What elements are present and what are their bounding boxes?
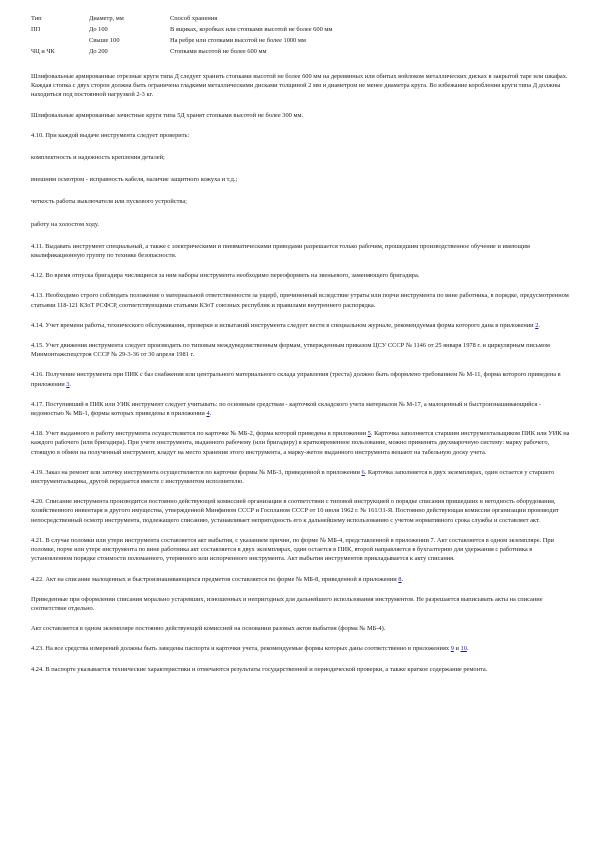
paragraph-text: 4.18. Учет выданного в работу инструмента осуществляется по карточке № МБ-2, форма которой приведена в приложении bbox=[31, 430, 368, 438]
paragraph-text: 4.19. Заказ на ремонт или заточку инструмента осуществляется по карточке формы № МБ-3, приведенной в приложении bbox=[31, 468, 362, 476]
table-cell: Стопками высотой не более 600 мм bbox=[170, 48, 267, 55]
paragraph: Акт составляется в одном экземпляре постоянно действующей комиссией на основании разовых актов выбытия (форма № МБ-4). bbox=[31, 625, 386, 633]
paragraph bbox=[31, 321, 570, 330]
appendix-link-9[interactable]: 9 bbox=[450, 645, 454, 653]
paragraph bbox=[31, 429, 570, 457]
paragraph-text: 4.16. Получение инструмента при ПИК с баз снабжения или центрального материального склада управления (треста) должно быть оформлено требованием № М-11, форма которого приведена в приложении bbox=[31, 371, 561, 388]
document-page bbox=[31, 14, 570, 685]
table-header-cell: Тип bbox=[31, 15, 42, 22]
paragraph: 4.10. При каждой выдаче инструмента следует проверить: bbox=[31, 131, 190, 139]
appendix-link-4[interactable]: 4 bbox=[206, 410, 210, 418]
paragraph-text: 4.17. Поступивший в ПИК или УИК инструмент следует учитывать: по основным средствам - карточкой складского учета материалов № М-17, а малоценный и быстроизнашивающийся - ведомостью № МБ-1, формы которых приведены в приложении bbox=[31, 400, 542, 418]
table-cell: ПП bbox=[31, 26, 41, 33]
table-header-cell: Способ хранения bbox=[170, 15, 218, 22]
paragraph bbox=[31, 644, 570, 653]
table-cell: На ребре или стопками высотой не более 1000 мм bbox=[170, 37, 306, 44]
paragraph: 4.21. В случае поломки или утери инструмента составляется акт выбытия, с указанием причин, по форме № МБ-4, представленной в приложении 7. Акт составляется в одном экземпляре. При поломке, порче или утере инструмента по вине работника акт составляется в двух экземплярах, один остается в ПИК, второй направляется в бухгалтерию для удержания с работника в установленном порядке стоимости поломанного, утерянного или испорченного инструмента. Акт выбытия инструментов прикладывается к акту списания. bbox=[31, 536, 554, 563]
paragraph bbox=[31, 468, 570, 486]
paragraph-text: . Карточка заполняется в двух экземплярах, один остается у старшего инструментальщика, другой передается вместе с инструментом исполнителю. bbox=[31, 468, 555, 486]
paragraph: четкость работы выключателя или пускового устройства; bbox=[31, 198, 187, 206]
paragraph-text: . bbox=[209, 410, 212, 418]
table-row bbox=[31, 25, 570, 36]
appendix-link-8[interactable]: 8 bbox=[398, 575, 402, 583]
table-cell: В ящиках, коробках или стопками высотой не более 600 мм bbox=[170, 26, 333, 33]
paragraph: комплектность и надежность крепления деталей; bbox=[31, 154, 165, 162]
paragraph-text: 4.14. Учет времени работы, технического обслуживания, проверки и испытаний инструмента следует вести в специальном журнале, рекомендуемая форма которого дана в приложении bbox=[31, 321, 536, 329]
paragraph-text: и bbox=[453, 645, 461, 653]
paragraph bbox=[31, 575, 570, 584]
paragraph: 4.11. Выдавать инструмент специальный, а также с электрическими и пневматическими приводами разрешается только рабочим, прошедшим производственное обучение и имеющим квалификационную группу по технике безопасности. bbox=[31, 242, 530, 260]
paragraph: внешним осмотром - исправность кабеля, наличие защитного кожуха и т.д.; bbox=[31, 176, 238, 184]
paragraph-text: 4.22. Акт на списание малоценных и быстроизнашивающихся предметов составляется по форме № МБ-8, приведенной в приложении bbox=[31, 575, 399, 583]
appendix-link-6[interactable]: 6 bbox=[361, 468, 365, 476]
paragraph-text: . bbox=[401, 575, 404, 583]
paragraph bbox=[31, 400, 570, 418]
paragraph: 4.13. Необходимо строго соблюдать положение о материальной ответственности за ущерб, причиненный вследствие утраты или порчи инструмента по вине работника, в порядке, предусмотренном статьями 118-121 КЗоТ РСФСР, соответствующими статьями КЗоТ союзных республик и правилами внутреннего распорядка. bbox=[31, 292, 569, 309]
paragraph: 4.15. Учет движения инструмента следует производить по типовым междуведомственным формам, утвержденным приказом ЦСУ СССР № 1146 от 25 января 1978 г. и циркулярным письмом Минмонтажспецстроя СССР № 29-3-36 от 30 апреля 1981 г. bbox=[31, 342, 550, 359]
paragraph-text: . Карточка заполняется старшим инструментальщиком ПИК или УИК на каждого рабочего (или бригадира). При учете инструмента, выданного рабочему (или бригадиру) в кратковременное пользование, можно применять двухмарочную систему: марку рабочего, стоящую в обмен на полученный инструмент, кладут на место хранения этого инструмента, а марку-жетон выданного инструмента вешают на табельную доску учета. bbox=[31, 430, 570, 456]
paragraph: 4.24. В паспорте указывается технические характеристики и отмечаются результаты государственной и периодической проверки, а также краткое содержание ремонта. bbox=[31, 665, 488, 673]
paragraph bbox=[31, 370, 570, 388]
table-row bbox=[31, 36, 570, 47]
table-cell: Свыше 100 bbox=[89, 37, 120, 44]
paragraph: Шлифовальные армированные зачистные круги типа 5Д хранят стопками высотой не более 300 мм. bbox=[31, 111, 304, 119]
table-cell: ЧЦ и ЧК bbox=[31, 48, 55, 55]
table-cell: До 200 bbox=[89, 48, 108, 55]
paragraph: работу на холостом ходу. bbox=[31, 220, 99, 228]
paragraph: 4.12. Во время отпуска бригадира числящиеся за ним наборы инструмента необходимо переоформить на звеньевого, заменяющего бригадира. bbox=[31, 272, 420, 280]
paragraph-text: . bbox=[69, 380, 72, 388]
paragraph-text: . bbox=[466, 645, 469, 653]
table-header-cell: Диаметр, мм bbox=[89, 15, 124, 22]
storage-table bbox=[31, 14, 570, 58]
table-row bbox=[31, 47, 570, 58]
table-cell bbox=[31, 36, 89, 47]
appendix-link-3[interactable]: 3 bbox=[66, 380, 70, 388]
appendix-link-5[interactable]: 5 bbox=[367, 430, 371, 438]
paragraph: 4.20. Списание инструмента производится постоянно действующей комиссией организации в соответствии с типовой инструкцией о порядке списания пришедших в негодность оборудования, хозяйственного инвентаря и другого имущества, утвержденной Минфином СССР и Госпланом СССР от 10 июля 1962 г. № 161/31-Я. Постоянно действующая комиссия организации производит непосредственный осмотр инструмента, подлежащего списанию, устанавливает непригодность его к дальнейшему использованию с учетом нормативного срока службы и составляет акт. bbox=[31, 498, 559, 524]
table-header-row bbox=[31, 14, 570, 25]
paragraph-text: 4.23. На все средства измерений должны быть заведены паспорта и карточки учета, рекомендуемые формы которых даны соответственно в приложениях bbox=[31, 645, 451, 653]
paragraph-text: . bbox=[538, 321, 541, 329]
appendix-link-2[interactable]: 2 bbox=[535, 321, 539, 329]
paragraph: Шлифовальные армированные отрезные круги типа Д следует хранить стопками высотой не более 600 мм на деревянных или обитых войлоком металлических дисках в закрытой таре или шкафах. Каждая стопка с двух сторон должна быть ограничена гладкими металлическими дисками толщиной 2 мм и диаметром не менее диаметра круга. Во избежание коробления круги типа Д должны находиться под постоянной нагрузкой 2-3 кг. bbox=[31, 73, 568, 99]
paragraph: Приведенные при оформлении списания морально устаревших, изношенных и непригодных для дальнейшего использования инструментов. Не разрешается выписывать акты на списание соответствие отдельно. bbox=[31, 595, 543, 612]
table-cell: До 100 bbox=[89, 26, 108, 33]
appendix-link-10[interactable]: 10 bbox=[460, 645, 467, 653]
